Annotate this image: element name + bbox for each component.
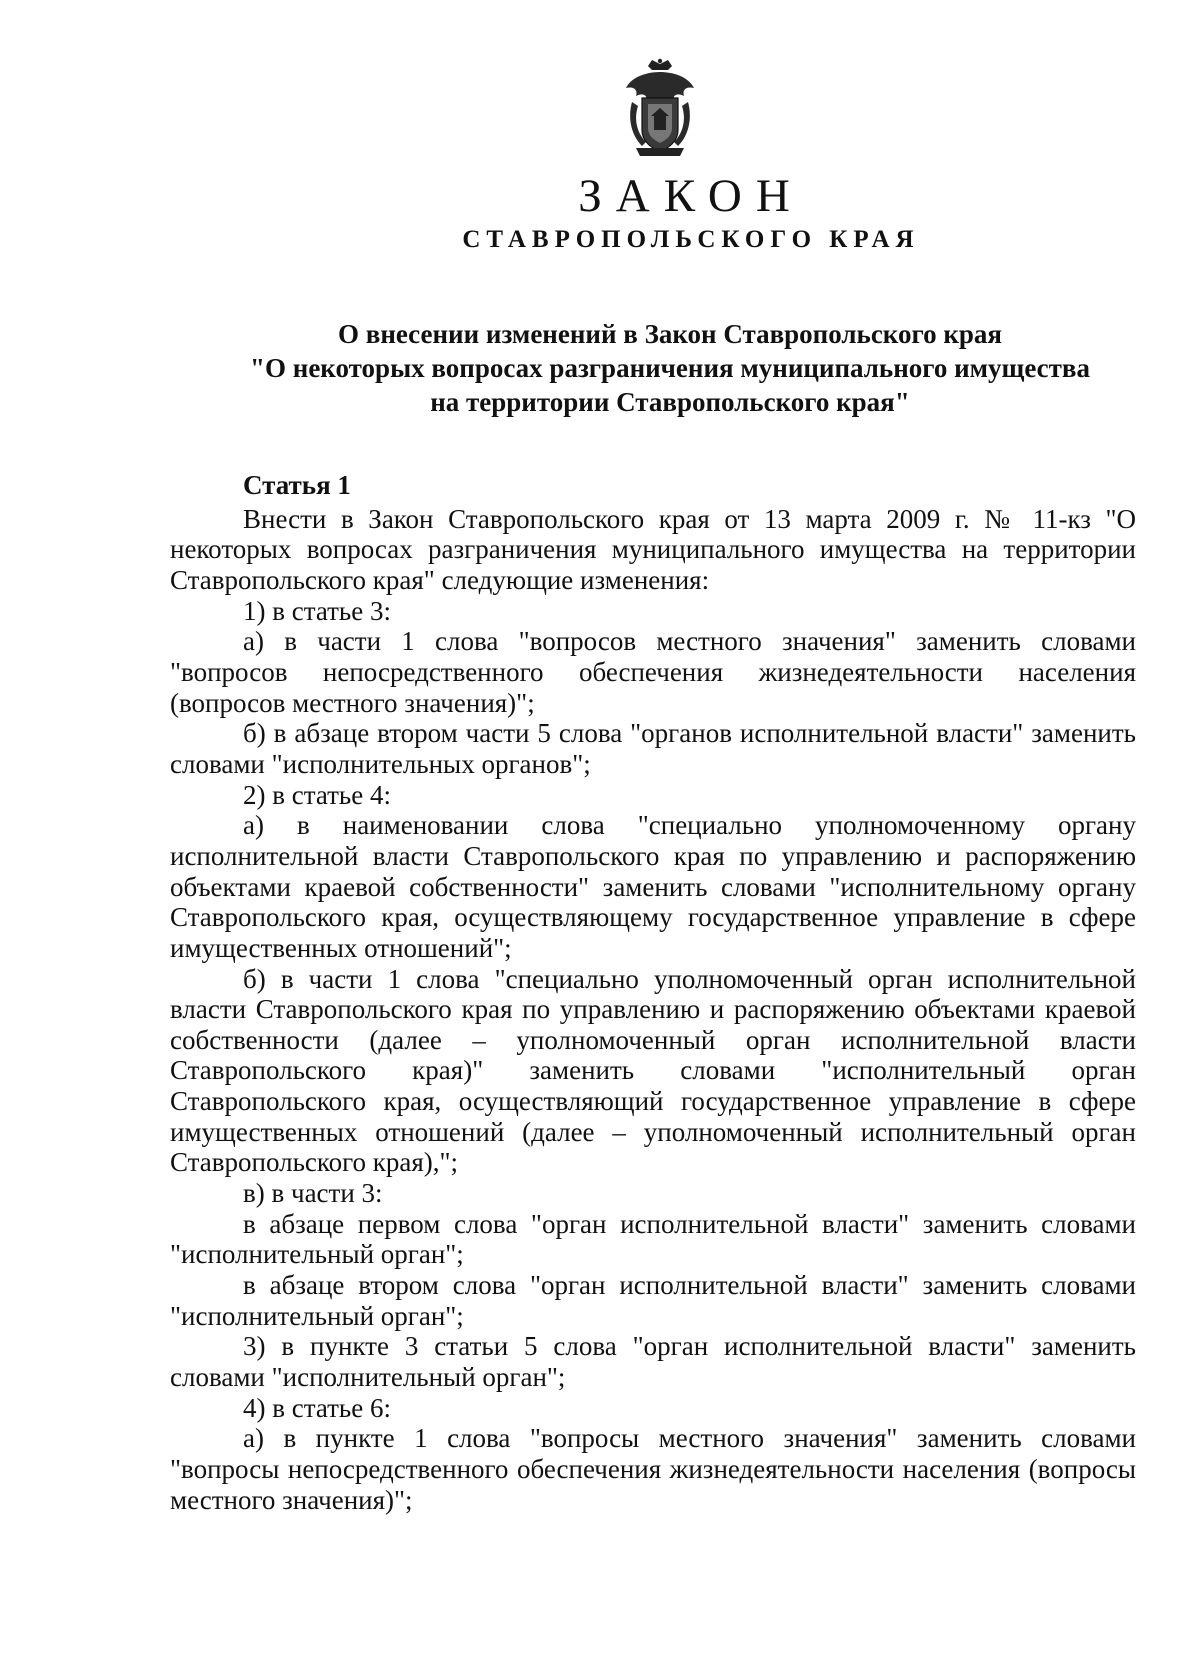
paragraph: в абзаце втором слова "орган исполнительной власти" заменить словами "исполнительный орган";: [170, 1270, 1136, 1331]
paragraph: Внести в Закон Ставропольского края от 13 марта 2009 г. № 11-кз "О некоторых вопросах разграничения муниципального имущества на территории Ставропольского края" следующие изменения:: [170, 503, 1136, 595]
paragraph: а) в наименовании слова "специально уполномоченному органу исполнительной власти Ставропольского края по управлению и распоряжению объектами краевой собственности" заменить словами "исполнительному органу Ставропольского края, осуществляющему государственное управление в сфере имущественных отношений";: [170, 810, 1136, 963]
coat-of-arms-icon: [618, 58, 702, 158]
paragraph: 2) в статье 4:: [243, 779, 391, 810]
paragraph: в) в части 3:: [243, 1178, 383, 1209]
paragraph: 1) в статье 3:: [243, 595, 391, 626]
paragraph: б) в части 1 слова "специально уполномоченный орган исполнительной власти Ставропольского края по управлению и распоряжению объектами краевой собственности (далее – уполномоченный орган исполнительной власти Ставропольского края)" заменить словами "исполнительный орган Ставропольского края, осуществляющий государственное управление в сфере имущественных отношений (далее – уполномоченный исполнительный орган Ставропольского края),";: [170, 963, 1136, 1178]
document-subtitle: СТАВРОПОЛЬСКОГО КРАЯ: [462, 226, 920, 253]
heading-line-3: на территории Ставропольского края": [430, 387, 910, 417]
paragraph: а) в пункте 1 слова "вопросы местного значения" заменить словами "вопросы непосредственного обеспечения жизнедеятельности населения (вопросы местного значения)";: [170, 1423, 1136, 1515]
law-heading: [200, 317, 1140, 419]
article-title: Статья 1: [243, 470, 351, 500]
paragraph: в абзаце первом слова "орган исполнительной власти" заменить словами "исполнительный орган";: [170, 1208, 1136, 1270]
paragraph: а) в части 1 слова "вопросов местного значения" заменить словами "вопросов непосредственного обеспечения жизнедеятельности населения (вопросов местного значения)";: [170, 626, 1136, 718]
document-title: ЗАКОН: [578, 170, 804, 222]
paragraph: 3) в пункте 3 статьи 5 слова "орган исполнительной власти" заменить словами "исполнительный орган";: [170, 1331, 1136, 1393]
heading-line-2: "О некоторых вопросах разграничения муниципального имущества: [250, 353, 1090, 383]
paragraph: 4) в статье 6:: [243, 1392, 391, 1423]
paragraph: б) в абзаце втором части 5 слова "органов исполнительной власти" заменить словами "исполнительных органов";: [170, 718, 1136, 779]
law-body: [170, 470, 1136, 1515]
heading-line-1: О внесении изменений в Закон Ставропольского края: [337, 319, 1003, 349]
